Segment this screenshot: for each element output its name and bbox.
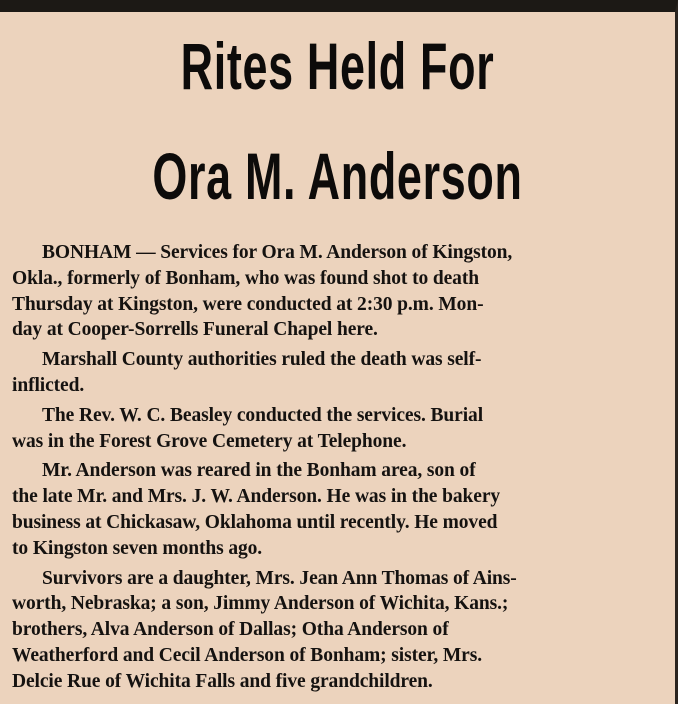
text-line: business at Chickasaw, Oklahoma until recently. He moved [12, 511, 498, 533]
text-line: to Kingston seven months ago. [12, 537, 263, 559]
text-line: Survivors are a daughter, Mrs. Jean Ann Thomas of Ains- [42, 567, 517, 589]
text-line: The Rev. W. C. Beasley conducted the services. Burial [42, 404, 484, 426]
article-body [12, 240, 652, 699]
text-line: Okla., formerly of Bonham, who was found shot to death [12, 267, 479, 289]
text-line: Mr. Anderson was reared in the Bonham area, son of [42, 460, 476, 482]
text-line: Thursday at Kingston, were conducted at 2:30 p.m. Mon- [12, 293, 484, 315]
text-line: worth, Nebraska; a son, Jimmy Anderson of Wichita, Kans.; [12, 593, 509, 615]
paragraph-survivors [12, 566, 652, 695]
headline-line-2: Ora M. Anderson [152, 139, 523, 213]
paragraph-biography [12, 458, 652, 561]
text-line: was in the Forest Grove Cemetery at Telephone. [12, 430, 407, 452]
paragraph-services [12, 240, 652, 343]
text-line: day at Cooper-Sorrells Funeral Chapel here. [12, 319, 378, 341]
text-line: Weatherford and Cecil Anderson of Bonham; sister, Mrs. [12, 644, 482, 666]
text-line: Delcie Rue of Wichita Falls and five grandchildren. [12, 670, 433, 692]
headline-line-1: Rites Held For [180, 29, 495, 103]
paragraph-burial [12, 403, 652, 455]
paragraph-ruling [12, 347, 652, 399]
text-line: Marshall County authorities ruled the death was self- [42, 349, 482, 371]
text-line: brothers, Alva Anderson of Dallas; Otha Anderson of [12, 619, 449, 641]
text-line: BONHAM — Services for Ora M. Anderson of Kingston, [42, 242, 513, 263]
text-line: inflicted. [12, 374, 85, 396]
text-line: the late Mr. and Mrs. J. W. Anderson. He was in the bakery [12, 486, 501, 508]
